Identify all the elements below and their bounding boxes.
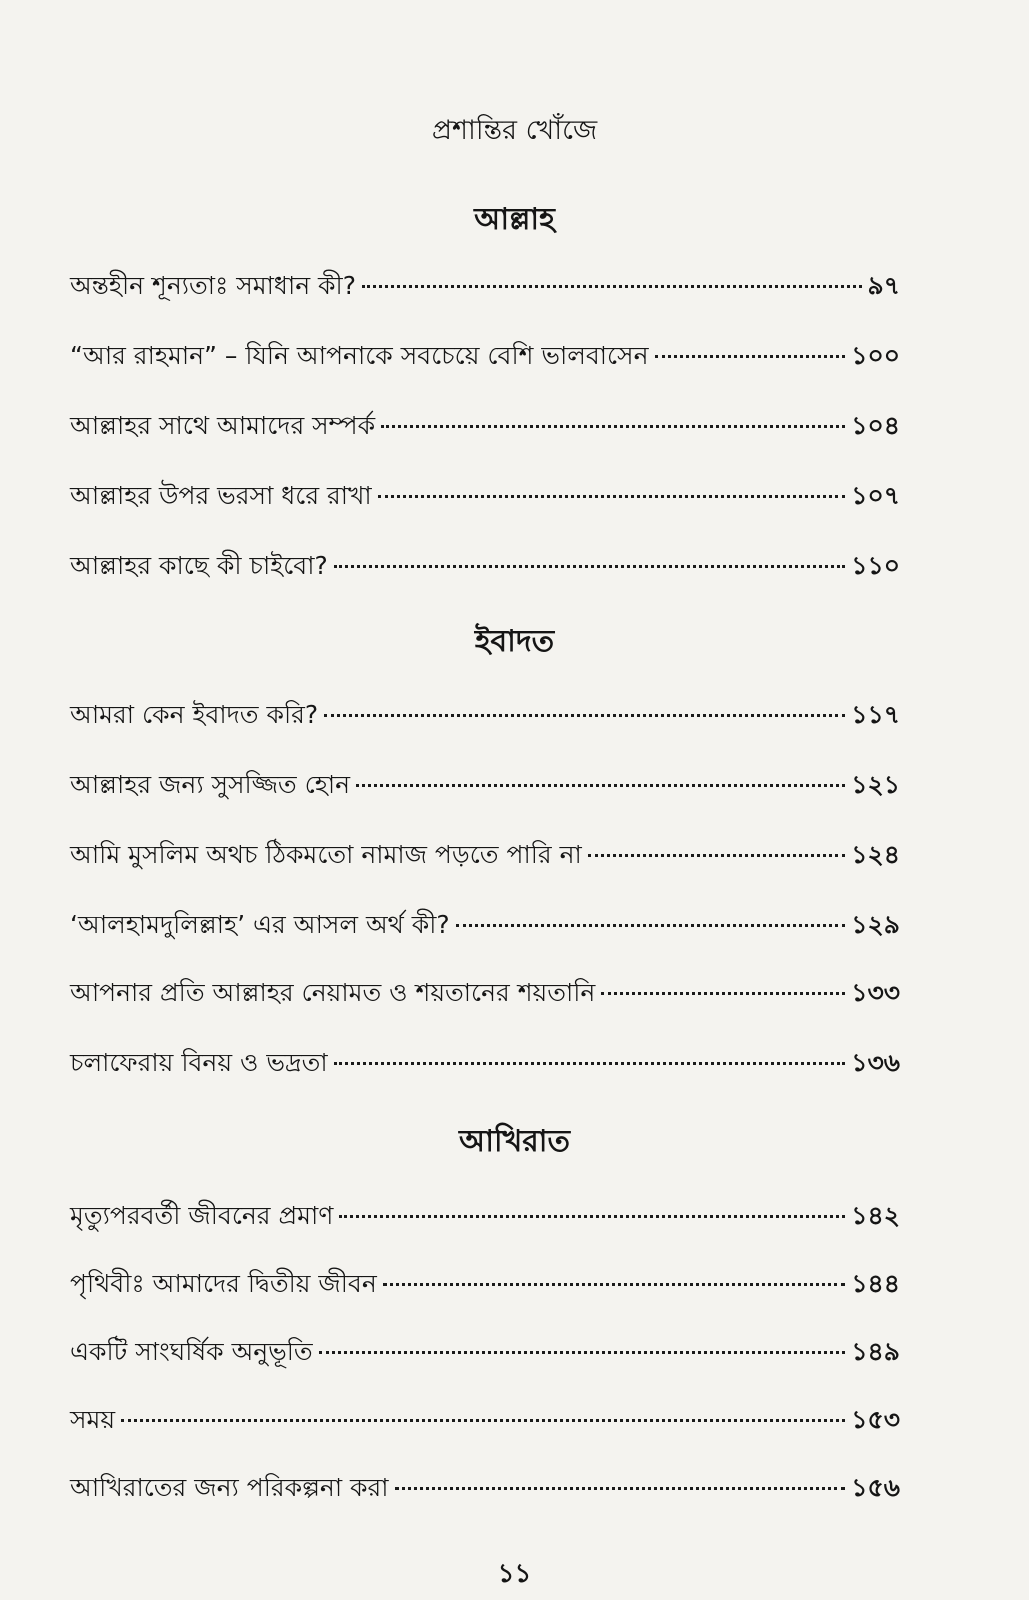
dot-leader xyxy=(121,1419,845,1422)
toc-entry-title: সময় xyxy=(70,1405,116,1434)
section-title-akhirat: আখিরাত xyxy=(459,1124,570,1159)
dot-leader xyxy=(324,714,845,717)
toc-entry-page: ১১৭ xyxy=(851,700,900,729)
dot-leader xyxy=(381,425,845,428)
toc-entry-title: একটি সাংঘর্ষিক অনুভূতি xyxy=(70,1337,313,1366)
toc-entry-title: মৃত্যুপরবর্তী জীবনের প্রমাণ xyxy=(70,1201,334,1230)
toc-entry-title: আল্লাহর উপর ভরসা ধরে রাখা xyxy=(70,481,372,510)
dot-leader xyxy=(339,1215,845,1218)
toc-entry xyxy=(70,1043,900,1083)
toc-entry-page: ১৪৪ xyxy=(851,1269,900,1298)
toc-entry-page: ১৩৬ xyxy=(851,1048,900,1077)
toc-entry xyxy=(70,835,900,875)
toc-entry xyxy=(70,406,900,446)
toc-entry-title: আমি মুসলিম অথচ ঠিকমতো নামাজ পড়তে পারি না xyxy=(70,840,582,869)
dot-leader xyxy=(383,1283,846,1286)
toc-entry-title: আল্লাহর সাথে আমাদের সম্পর্ক xyxy=(70,411,376,440)
dot-leader xyxy=(362,285,862,288)
toc-entry-page: ১৫৬ xyxy=(851,1473,900,1502)
page-number: ১১ xyxy=(497,1559,532,1589)
dot-leader xyxy=(456,924,846,927)
toc-entry xyxy=(70,1400,900,1440)
page-title: প্রশান্তির খোঁজে xyxy=(431,115,598,146)
toc-entry-page: ৯৭ xyxy=(867,271,900,300)
toc-entry xyxy=(70,905,900,945)
toc-entry xyxy=(70,546,900,586)
toc-entry xyxy=(70,266,900,306)
toc-entry xyxy=(70,973,900,1013)
toc-entry-page: ১৪৯ xyxy=(851,1337,900,1366)
toc-entry-page: ১০৪ xyxy=(851,411,900,440)
dot-leader xyxy=(319,1351,846,1354)
dot-leader xyxy=(655,355,846,358)
toc-entry xyxy=(70,336,900,376)
toc-entry-title: “আর রাহমান” – যিনি আপনাকে সবচেয়ে বেশি ভালবাসেন xyxy=(70,341,649,370)
dot-leader xyxy=(588,854,846,857)
toc-entry-page: ১৪২ xyxy=(851,1201,900,1230)
toc-entry-title: আখিরাতের জন্য পরিকল্পনা করা xyxy=(70,1473,389,1502)
toc-entry-page: ১১০ xyxy=(851,551,900,580)
toc-entry-page: ১২১ xyxy=(851,770,900,799)
toc-entry-title: আপনার প্রতি আল্লাহর নেয়ামত ও শয়তানের শয়তানি xyxy=(70,978,596,1007)
toc-entry-title: চলাফেরায় বিনয় ও ভদ্রতা xyxy=(70,1048,328,1077)
dot-leader xyxy=(378,495,846,498)
toc-entry xyxy=(70,1332,900,1372)
toc-entry xyxy=(70,1196,900,1236)
dot-leader xyxy=(334,1062,846,1065)
dot-leader xyxy=(395,1487,846,1490)
dot-leader xyxy=(601,992,845,995)
toc-entry xyxy=(70,695,900,735)
toc-entry-page: ১২৯ xyxy=(851,910,900,939)
toc-entry-page: ১৩৩ xyxy=(851,978,900,1007)
toc-entry-title: ‘আলহামদুলিল্লাহ’ এর আসল অর্থ কী? xyxy=(70,910,450,939)
toc-entry xyxy=(70,1264,900,1304)
toc-entry-title: আল্লাহর জন্য সুসজ্জিত হোন xyxy=(70,770,351,799)
toc-entry-page: ১২৪ xyxy=(851,840,900,869)
toc-entry xyxy=(70,765,900,805)
toc-entry-title: অন্তহীন শূন্যতাঃ সমাধান কী? xyxy=(70,271,356,300)
dot-leader xyxy=(356,784,845,787)
toc-entry xyxy=(70,1468,900,1508)
toc-entry xyxy=(70,476,900,516)
toc-entry-page: ১০০ xyxy=(851,341,900,370)
section-title-allah: আল্লাহ xyxy=(474,202,555,237)
toc-entry-title: পৃথিবীঃ আমাদের দ্বিতীয় জীবন xyxy=(70,1269,377,1298)
toc-entry-page: ১০৭ xyxy=(851,481,900,510)
dot-leader xyxy=(334,565,846,568)
toc-entry-title: আল্লাহর কাছে কী চাইবো? xyxy=(70,551,328,580)
toc-entry-title: আমরা কেন ইবাদত করি? xyxy=(70,700,319,729)
toc-entry-page: ১৫৩ xyxy=(851,1405,900,1434)
section-title-ibadat: ইবাদত xyxy=(474,624,555,659)
